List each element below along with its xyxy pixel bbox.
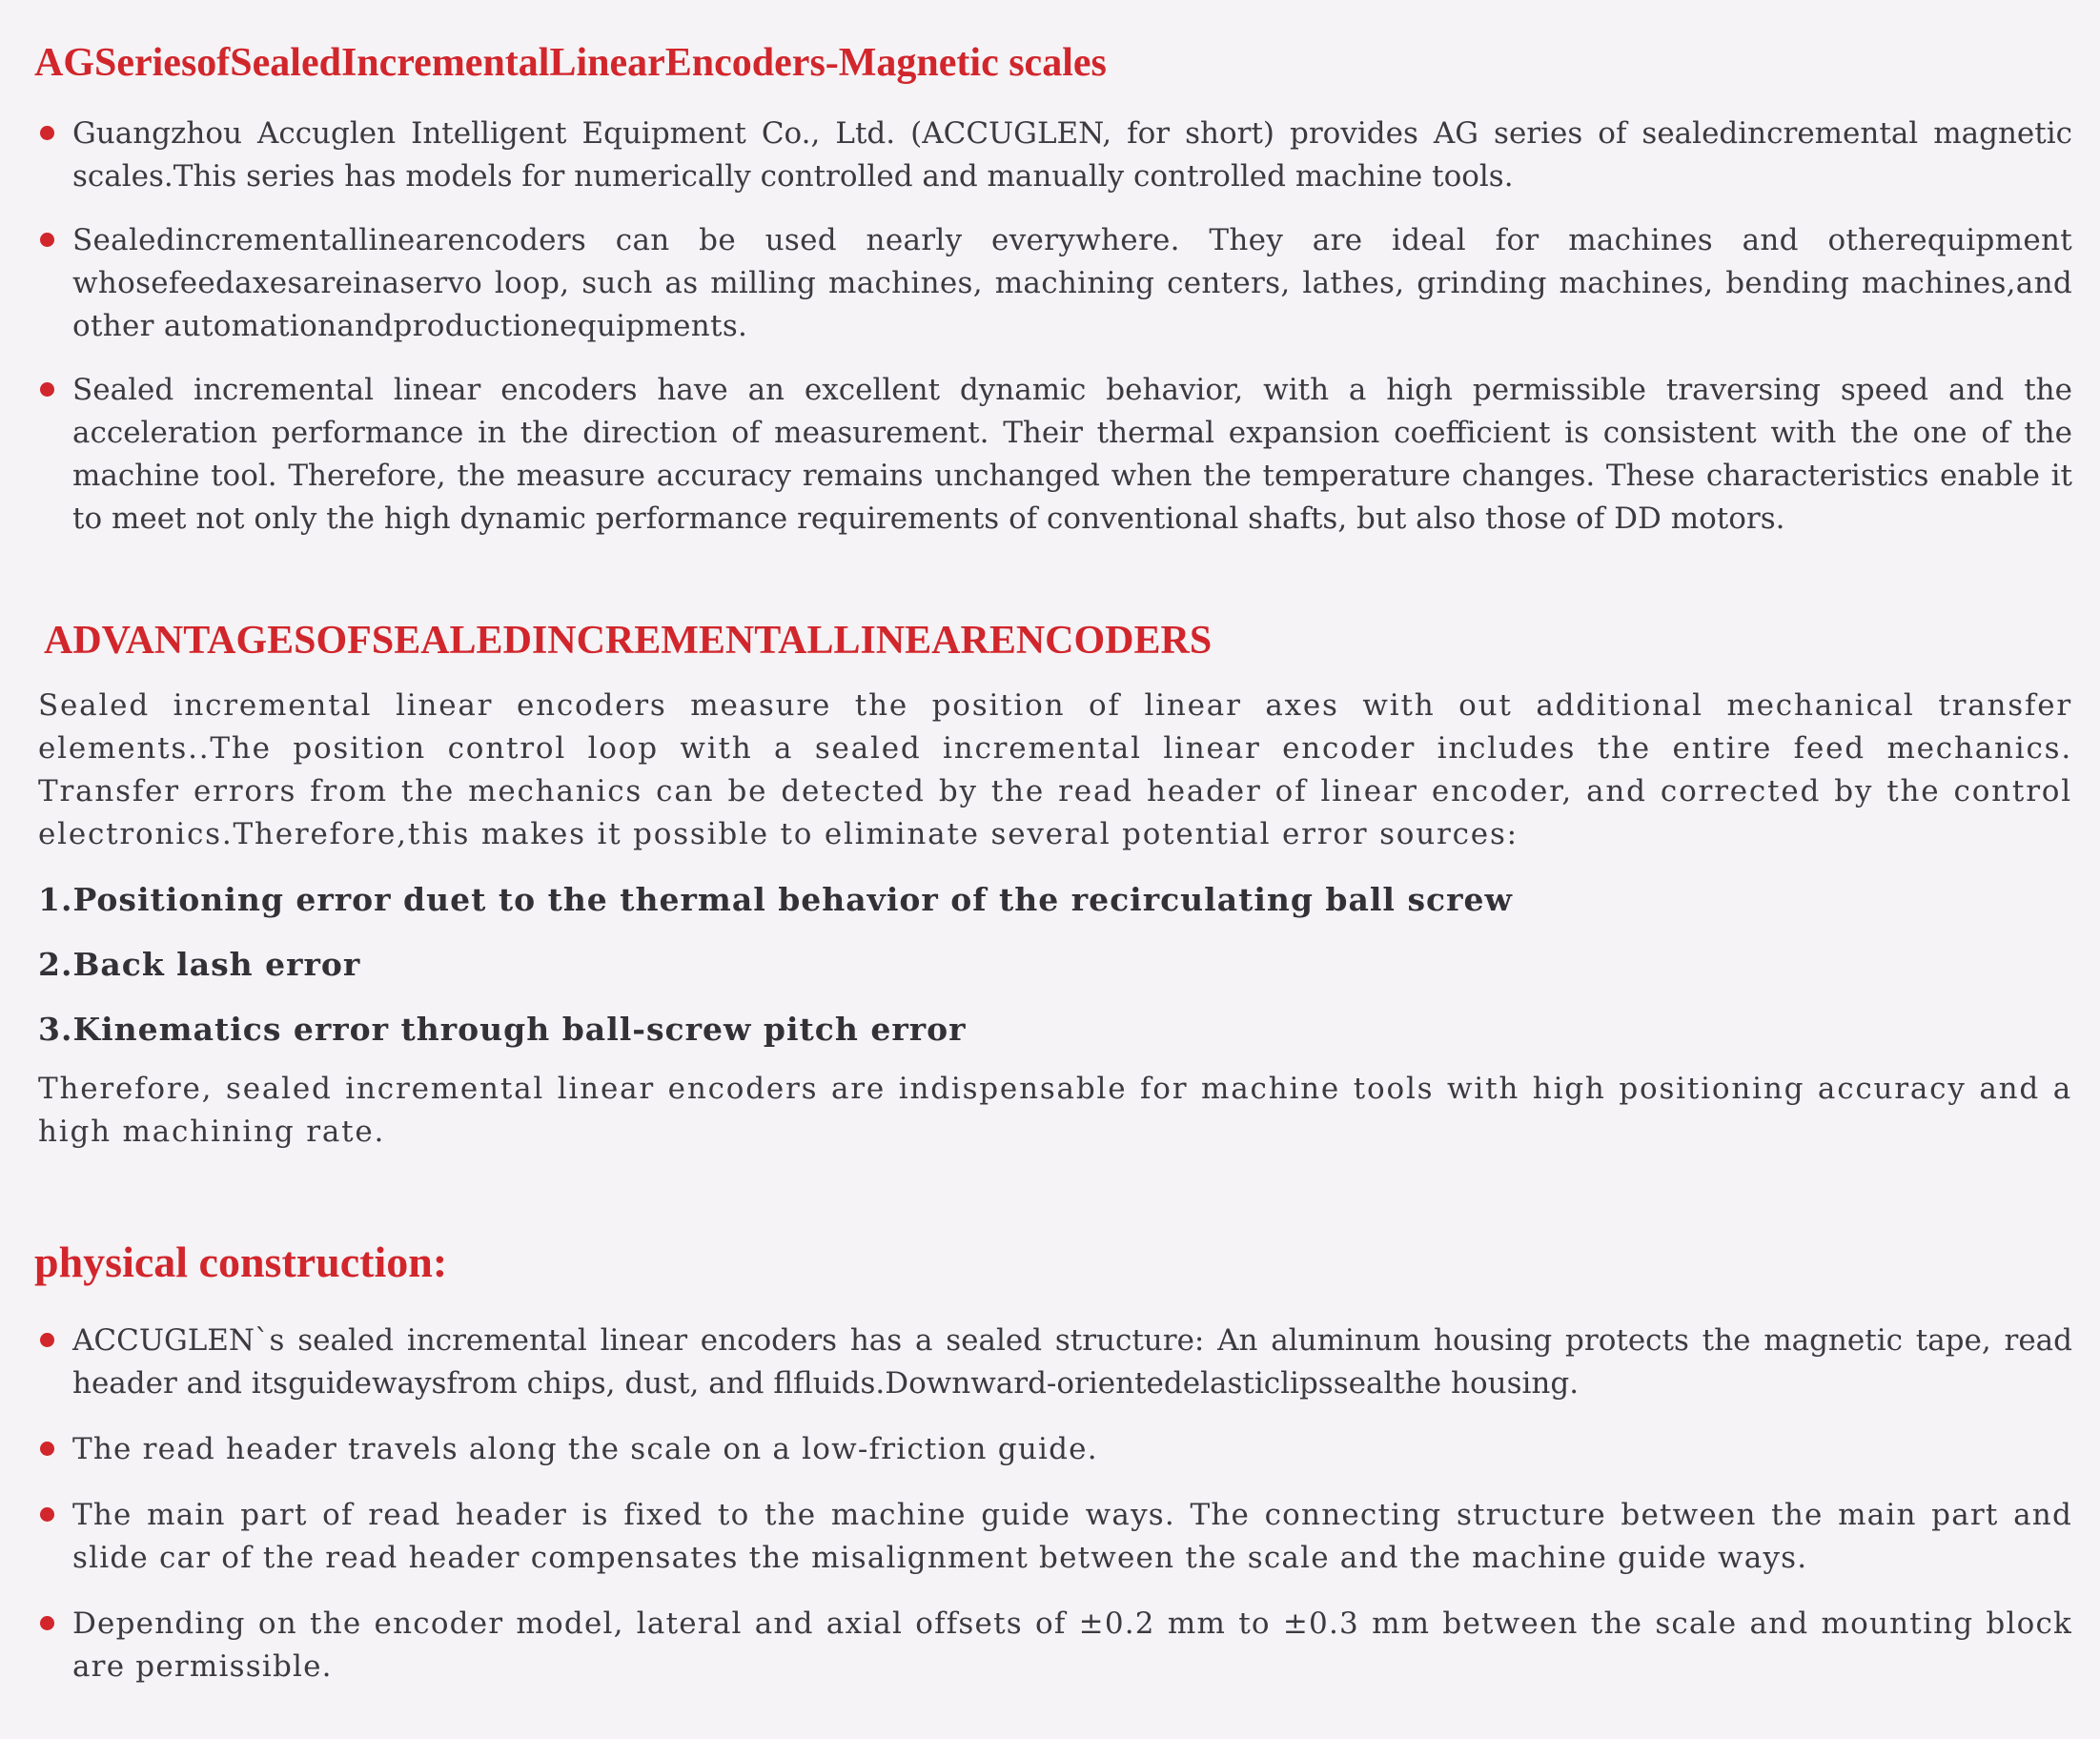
advantages-conclusion-paragraph: Therefore, sealed incremental linear encoders are indispensable for machine tools with high positioning accuracy and a high machining rate.	[38, 1072, 2072, 1149]
error-source-item-1: 1.Positioning error duet to the thermal behavior of the recirculating ball screw	[38, 881, 1513, 918]
bullet-text: Depending on the encoder model, lateral and axial offsets of ±0.2 mm to ±0.3 mm between the scale and mounting block are permissible.	[72, 1606, 2072, 1684]
bullet-text: ACCUGLEN`s sealed incremental linear encoders has a sealed structure: An aluminum housing protects the magnetic tape, read header and itsguidewaysfrom chips, dust, and flfluids.Downward-orientedelasticlipssealthe housing.	[72, 1323, 2072, 1401]
bullet-item	[36, 1603, 2072, 1688]
construction-bullet-list	[36, 1320, 2072, 1711]
bullet-item	[36, 1494, 2072, 1580]
bullet-item	[36, 1320, 2072, 1405]
bullet-icon	[40, 1333, 54, 1347]
bullet-text: The read header travels along the scale on a low-friction guide.	[72, 1432, 1098, 1466]
bullet-text: Sealedincrementallinearencoders can be used nearly everywhere. They are ideal for machines and otherequipment whosefeedaxesareinaservo loop, such as milling machines, machining centers, lathes, grinding machines, bending machines,and other automationandproductionequipments.	[72, 223, 2072, 343]
bullet-icon	[40, 1507, 54, 1522]
error-source-item-3: 3.Kinematics error through ball-screw pitch error	[38, 1011, 967, 1048]
bullet-item	[36, 219, 2072, 348]
bullet-item	[36, 1428, 2072, 1471]
bullet-text: The main part of read header is fixed to the machine guide ways. The connecting structure between the main part and slide car of the read header compensates the misalignment between the scale and the machine guide ways.	[72, 1498, 2072, 1575]
bullet-item	[36, 113, 2072, 198]
section-title-physical-construction: physical construction:	[34, 1238, 448, 1286]
advantages-intro-paragraph: Sealed incremental linear encoders measure the position of linear axes with out additional mechanical transfer elements..The position control loop with a sealed incremental linear encoder includes the entire feed mechanics. Transfer errors from the mechanics can be detected by the read header of linear encoder, and corrected by the control electronics.Therefore,this makes it possible to eliminate several potential error sources:	[38, 688, 2072, 851]
bullet-text: Guangzhou Accuglen Intelligent Equipment Co., Ltd. (ACCUGLEN, for short) provides AG series of sealedincremental magnetic scales.This series has models for numerically controlled and manually controlled machine tools.	[72, 116, 2072, 194]
ag-series-bullet-list	[36, 113, 2072, 541]
section-title-advantages: ADVANTAGESOFSEALEDINCREMENTALLINEARENCODERS	[44, 619, 1213, 663]
bullet-icon	[40, 382, 54, 397]
bullet-text: Sealed incremental linear encoders have an excellent dynamic behavior, with a high permissible traversing speed and the acceleration performance in the direction of measurement. Their thermal expansion coefficient is consistent with the one of the machine tool. Therefore, the measure accuracy remains unchanged when the temperature changes. These characteristics enable it to meet not only the high dynamic performance requirements of conventional shafts, but also those of DD motors.	[72, 373, 2072, 536]
bullet-item	[36, 369, 2072, 541]
bullet-icon	[40, 126, 54, 140]
section-title-ag-series: AGSeriesofSealedIncrementalLinearEncoders-Magnetic scales	[34, 41, 1107, 85]
bullet-icon	[40, 1616, 54, 1630]
error-source-item-2: 2.Back lash error	[38, 946, 361, 983]
bullet-icon	[40, 1442, 54, 1456]
bullet-icon	[40, 233, 54, 247]
